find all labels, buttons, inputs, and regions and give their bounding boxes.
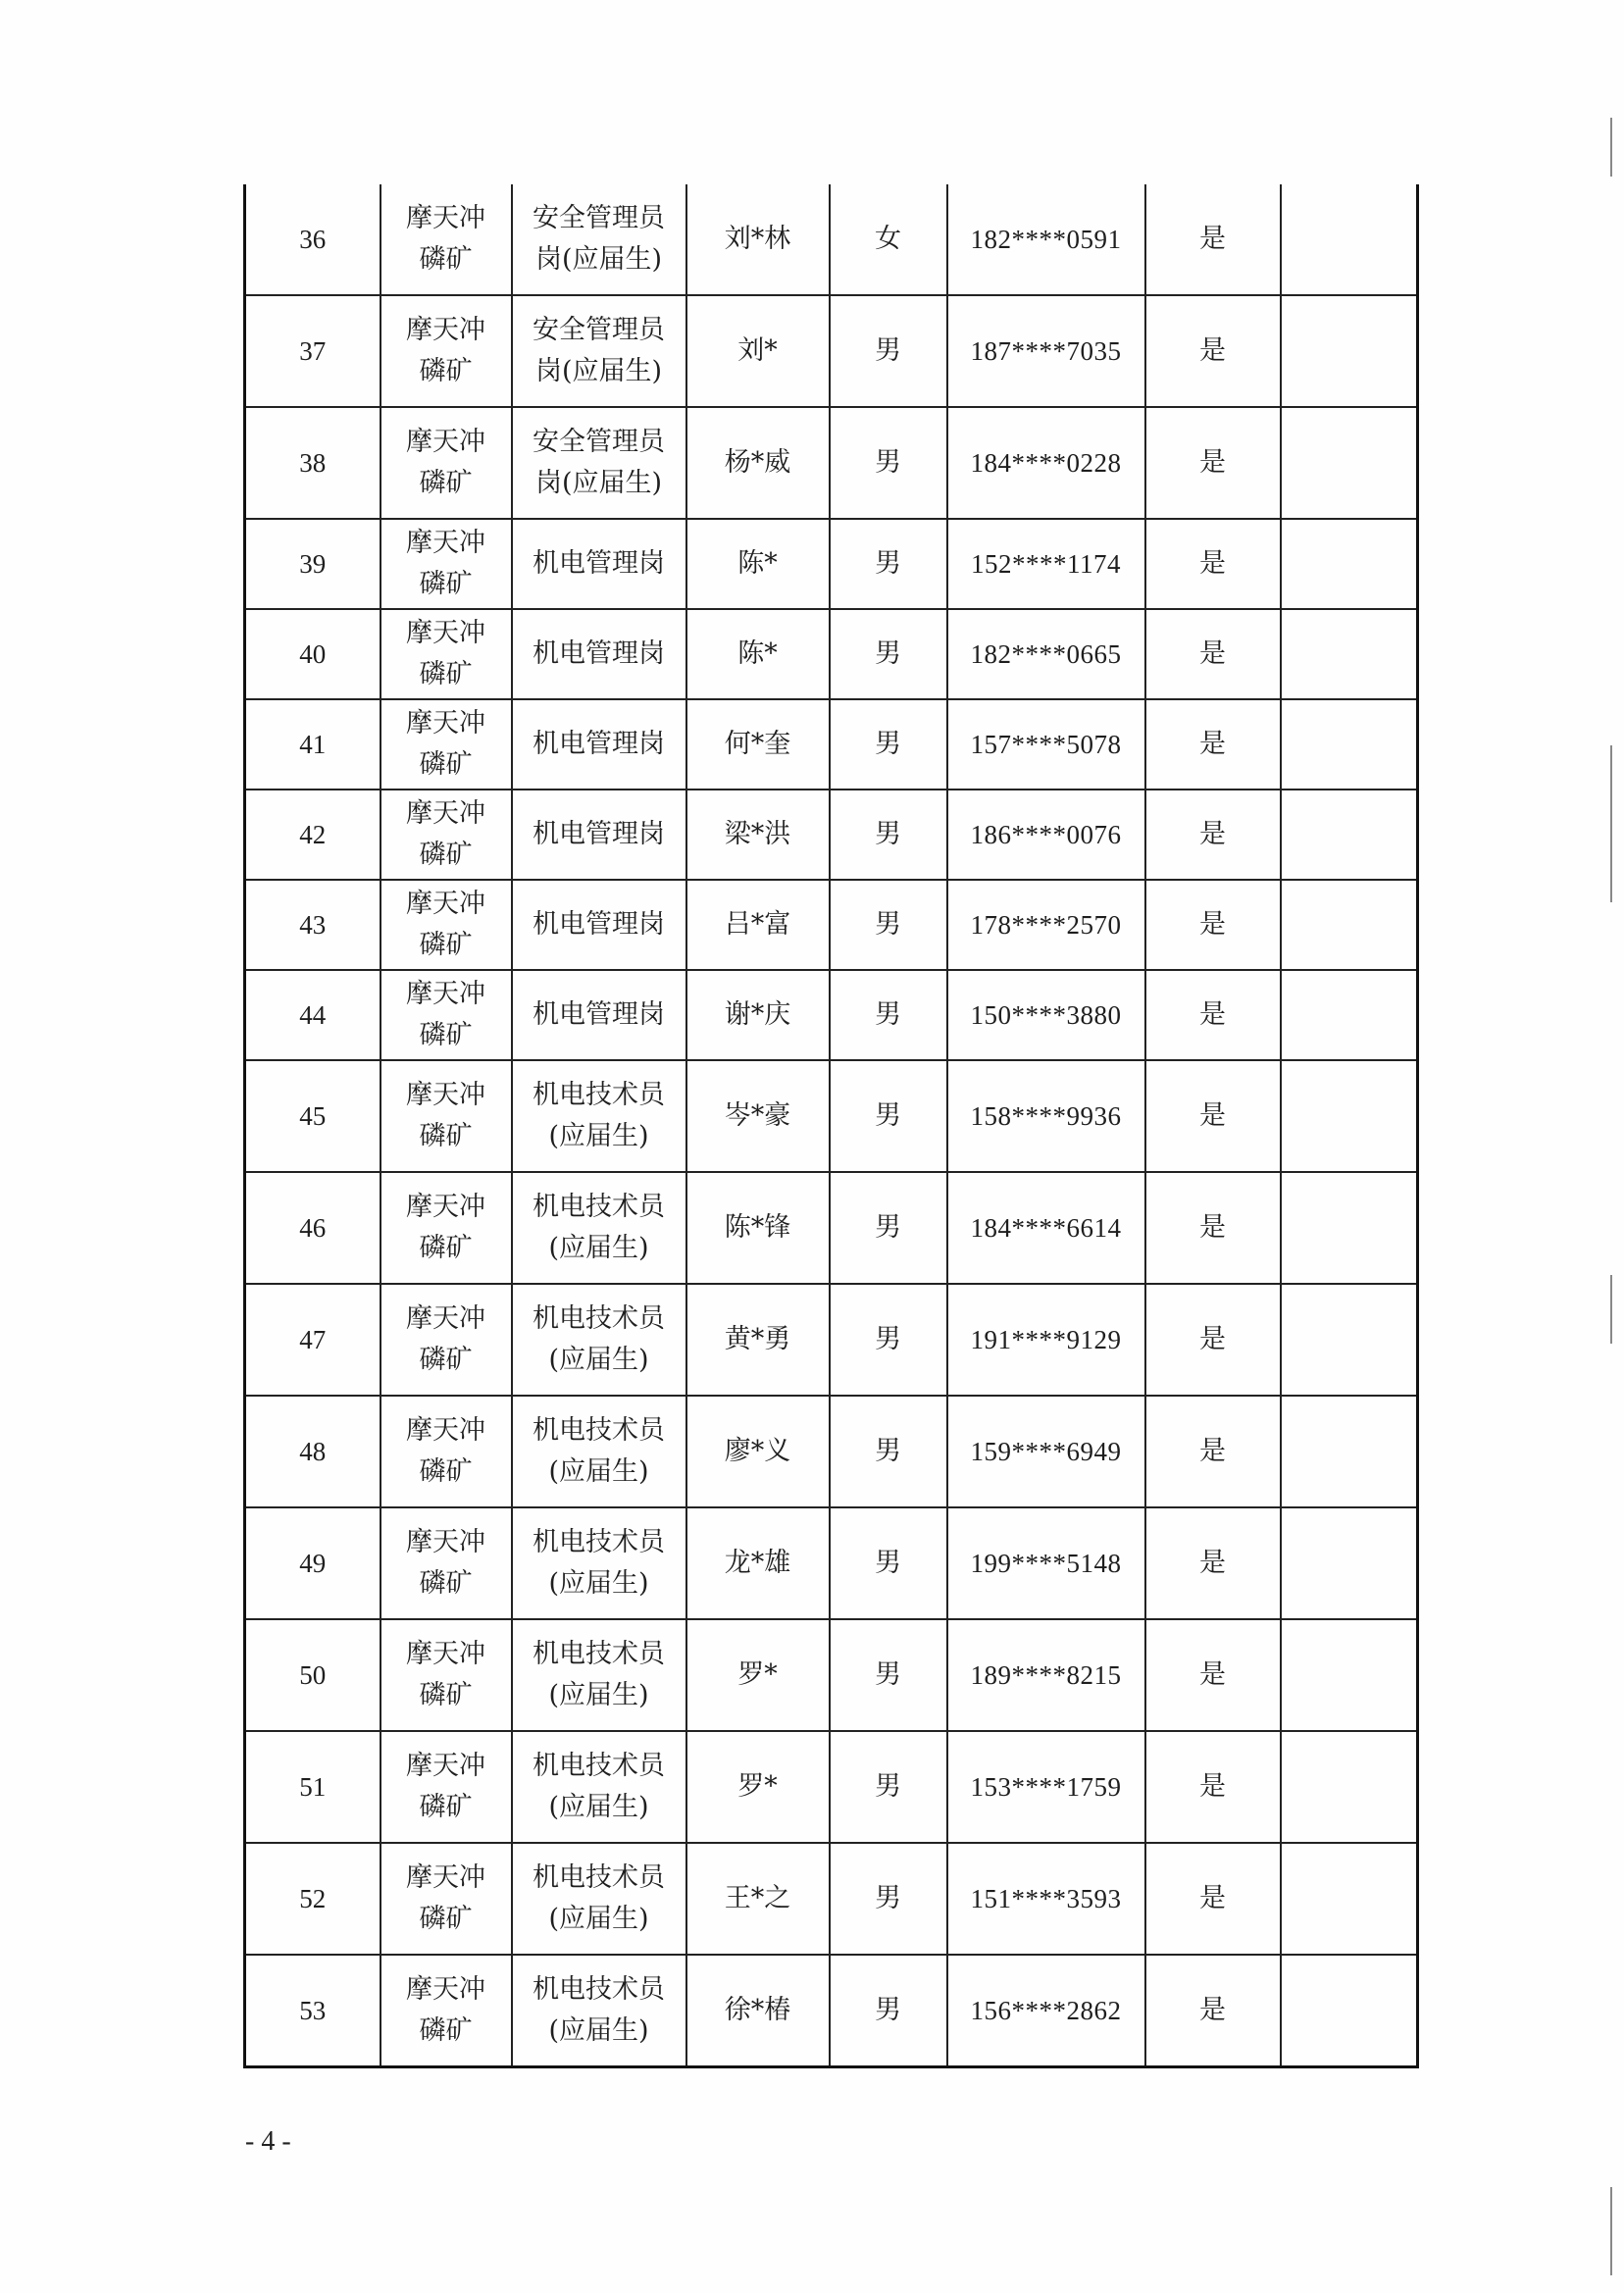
gender-cell: 男 bbox=[830, 699, 947, 790]
row-number-cell: 43 bbox=[245, 880, 381, 970]
table-row bbox=[245, 184, 1418, 295]
row-number-cell: 45 bbox=[245, 1060, 381, 1172]
name-cell: 罗* bbox=[686, 1731, 830, 1843]
remarks-cell bbox=[1281, 609, 1418, 699]
gender-cell: 男 bbox=[830, 609, 947, 699]
table-row bbox=[245, 519, 1418, 609]
status-cell: 是 bbox=[1145, 1843, 1281, 1955]
position-cell bbox=[512, 1396, 686, 1507]
gender-cell: 男 bbox=[830, 1955, 947, 2067]
position-line: 机电技术员 bbox=[533, 1639, 665, 1669]
scan-edge-mark bbox=[1610, 745, 1612, 902]
table-row bbox=[245, 1955, 1418, 2067]
unit-cell bbox=[381, 184, 512, 295]
position-cell bbox=[512, 1955, 686, 2067]
position-line: 岗(应届生) bbox=[534, 356, 663, 386]
unit-line: 磷矿 bbox=[419, 1792, 473, 1822]
position-line: 机电技术员 bbox=[533, 1974, 665, 2005]
unit-line: 磷矿 bbox=[419, 840, 473, 870]
position-cell bbox=[512, 407, 686, 519]
phone-cell: 159****6949 bbox=[947, 1396, 1145, 1507]
phone-cell: 158****9936 bbox=[947, 1060, 1145, 1172]
unit-cell bbox=[381, 1060, 512, 1172]
status-cell: 是 bbox=[1145, 1396, 1281, 1507]
name-cell: 陈* bbox=[686, 519, 830, 609]
phone-cell: 189****8215 bbox=[947, 1619, 1145, 1731]
position-line: (应届生) bbox=[548, 1680, 649, 1710]
roster-table bbox=[243, 184, 1419, 2068]
position-line: 机电技术员 bbox=[533, 1862, 665, 1893]
position-line: (应届生) bbox=[548, 1233, 649, 1263]
status-cell: 是 bbox=[1145, 609, 1281, 699]
roster-table-body bbox=[245, 184, 1418, 2067]
position-line: (应届生) bbox=[548, 1568, 649, 1599]
unit-line: 摩天冲 bbox=[406, 1192, 485, 1222]
scan-edge-mark bbox=[1610, 2187, 1612, 2275]
remarks-cell bbox=[1281, 699, 1418, 790]
name-cell: 岑*豪 bbox=[686, 1060, 830, 1172]
unit-cell bbox=[381, 970, 512, 1060]
position-cell bbox=[512, 880, 686, 970]
row-number-cell: 38 bbox=[245, 407, 381, 519]
phone-cell: 156****2862 bbox=[947, 1955, 1145, 2067]
gender-cell: 男 bbox=[830, 1843, 947, 1955]
position-cell bbox=[512, 699, 686, 790]
name-cell: 刘*林 bbox=[686, 184, 830, 295]
position-line: 机电管理岗 bbox=[533, 999, 665, 1030]
row-number-cell: 49 bbox=[245, 1507, 381, 1619]
position-cell bbox=[512, 1619, 686, 1731]
name-cell: 龙*雄 bbox=[686, 1507, 830, 1619]
unit-line: 磷矿 bbox=[419, 1345, 473, 1375]
table-row bbox=[245, 790, 1418, 880]
status-cell: 是 bbox=[1145, 295, 1281, 407]
unit-line: 磷矿 bbox=[419, 468, 473, 498]
phone-cell: 187****7035 bbox=[947, 295, 1145, 407]
table-row bbox=[245, 880, 1418, 970]
unit-cell bbox=[381, 609, 512, 699]
phone-cell: 151****3593 bbox=[947, 1843, 1145, 1955]
gender-cell: 男 bbox=[830, 1731, 947, 1843]
name-cell: 徐*椿 bbox=[686, 1955, 830, 2067]
status-cell: 是 bbox=[1145, 699, 1281, 790]
phone-cell: 182****0665 bbox=[947, 609, 1145, 699]
gender-cell: 男 bbox=[830, 407, 947, 519]
unit-line: 磷矿 bbox=[419, 749, 473, 780]
unit-line: 磷矿 bbox=[419, 356, 473, 386]
name-cell: 何*奎 bbox=[686, 699, 830, 790]
unit-line: 磷矿 bbox=[419, 1680, 473, 1710]
status-cell: 是 bbox=[1145, 1955, 1281, 2067]
table-row bbox=[245, 609, 1418, 699]
position-cell bbox=[512, 790, 686, 880]
unit-cell bbox=[381, 519, 512, 609]
position-line: 机电管理岗 bbox=[533, 909, 665, 940]
name-cell: 梁*洪 bbox=[686, 790, 830, 880]
name-cell: 王*之 bbox=[686, 1843, 830, 1955]
position-line: 安全管理员 bbox=[533, 203, 665, 233]
table-row bbox=[245, 1731, 1418, 1843]
unit-cell bbox=[381, 790, 512, 880]
unit-cell bbox=[381, 1507, 512, 1619]
unit-cell bbox=[381, 1619, 512, 1731]
table-row bbox=[245, 295, 1418, 407]
scan-edge-mark bbox=[1610, 118, 1612, 177]
unit-line: 磷矿 bbox=[419, 930, 473, 960]
row-number-cell: 52 bbox=[245, 1843, 381, 1955]
position-line: 机电管理岗 bbox=[533, 638, 665, 669]
row-number-cell: 37 bbox=[245, 295, 381, 407]
gender-cell: 男 bbox=[830, 519, 947, 609]
position-cell bbox=[512, 184, 686, 295]
gender-cell: 男 bbox=[830, 295, 947, 407]
phone-cell: 184****6614 bbox=[947, 1172, 1145, 1284]
unit-line: 摩天冲 bbox=[406, 1751, 485, 1781]
table-row bbox=[245, 1284, 1418, 1396]
gender-cell: 男 bbox=[830, 970, 947, 1060]
unit-cell bbox=[381, 1284, 512, 1396]
unit-line: 摩天冲 bbox=[406, 203, 485, 233]
position-line: (应届生) bbox=[548, 1456, 649, 1487]
position-cell bbox=[512, 609, 686, 699]
status-cell: 是 bbox=[1145, 184, 1281, 295]
phone-cell: 184****0228 bbox=[947, 407, 1145, 519]
unit-line: 磷矿 bbox=[419, 1456, 473, 1487]
phone-cell: 157****5078 bbox=[947, 699, 1145, 790]
position-cell bbox=[512, 1843, 686, 1955]
row-number-cell: 42 bbox=[245, 790, 381, 880]
status-cell: 是 bbox=[1145, 1731, 1281, 1843]
unit-line: 摩天冲 bbox=[406, 1974, 485, 2005]
position-line: 机电技术员 bbox=[533, 1192, 665, 1222]
remarks-cell bbox=[1281, 1284, 1418, 1396]
unit-cell bbox=[381, 407, 512, 519]
remarks-cell bbox=[1281, 1060, 1418, 1172]
remarks-cell bbox=[1281, 880, 1418, 970]
gender-cell: 女 bbox=[830, 184, 947, 295]
unit-line: 磷矿 bbox=[419, 1020, 473, 1050]
phone-cell: 178****2570 bbox=[947, 880, 1145, 970]
unit-line: 摩天冲 bbox=[406, 979, 485, 1009]
phone-cell: 186****0076 bbox=[947, 790, 1145, 880]
position-line: (应届生) bbox=[548, 1904, 649, 1934]
row-number-cell: 53 bbox=[245, 1955, 381, 2067]
position-line: (应届生) bbox=[548, 1792, 649, 1822]
remarks-cell bbox=[1281, 1731, 1418, 1843]
name-cell: 陈*锋 bbox=[686, 1172, 830, 1284]
name-cell: 陈* bbox=[686, 609, 830, 699]
phone-cell: 150****3880 bbox=[947, 970, 1145, 1060]
row-number-cell: 41 bbox=[245, 699, 381, 790]
remarks-cell bbox=[1281, 519, 1418, 609]
remarks-cell bbox=[1281, 295, 1418, 407]
row-number-cell: 40 bbox=[245, 609, 381, 699]
unit-cell bbox=[381, 1731, 512, 1843]
position-line: 安全管理员 bbox=[533, 315, 665, 345]
page-number: - 4 - bbox=[245, 2126, 291, 2157]
status-cell: 是 bbox=[1145, 880, 1281, 970]
position-cell bbox=[512, 1172, 686, 1284]
row-number-cell: 44 bbox=[245, 970, 381, 1060]
remarks-cell bbox=[1281, 1507, 1418, 1619]
phone-cell: 182****0591 bbox=[947, 184, 1145, 295]
unit-line: 磷矿 bbox=[419, 1904, 473, 1934]
table-row bbox=[245, 699, 1418, 790]
row-number-cell: 47 bbox=[245, 1284, 381, 1396]
remarks-cell bbox=[1281, 1396, 1418, 1507]
unit-line: 摩天冲 bbox=[406, 1862, 485, 1893]
row-number-cell: 51 bbox=[245, 1731, 381, 1843]
table-row bbox=[245, 1172, 1418, 1284]
table-row bbox=[245, 1060, 1418, 1172]
unit-line: 磷矿 bbox=[419, 1568, 473, 1599]
gender-cell: 男 bbox=[830, 880, 947, 970]
phone-cell: 152****1174 bbox=[947, 519, 1145, 609]
row-number-cell: 50 bbox=[245, 1619, 381, 1731]
unit-cell bbox=[381, 1396, 512, 1507]
row-number-cell: 46 bbox=[245, 1172, 381, 1284]
position-line: 机电技术员 bbox=[533, 1415, 665, 1446]
status-cell: 是 bbox=[1145, 1619, 1281, 1731]
name-cell: 吕*富 bbox=[686, 880, 830, 970]
unit-line: 摩天冲 bbox=[406, 889, 485, 919]
position-line: 机电管理岗 bbox=[533, 548, 665, 579]
position-cell bbox=[512, 295, 686, 407]
unit-cell bbox=[381, 1955, 512, 2067]
status-cell: 是 bbox=[1145, 1060, 1281, 1172]
name-cell: 杨*威 bbox=[686, 407, 830, 519]
gender-cell: 男 bbox=[830, 790, 947, 880]
remarks-cell bbox=[1281, 184, 1418, 295]
phone-cell: 191****9129 bbox=[947, 1284, 1145, 1396]
unit-line: 磷矿 bbox=[419, 244, 473, 275]
table-row bbox=[245, 1507, 1418, 1619]
table-row bbox=[245, 407, 1418, 519]
unit-line: 磷矿 bbox=[419, 659, 473, 689]
remarks-cell bbox=[1281, 790, 1418, 880]
position-line: 机电技术员 bbox=[533, 1751, 665, 1781]
name-cell: 黄*勇 bbox=[686, 1284, 830, 1396]
table-row bbox=[245, 970, 1418, 1060]
unit-line: 摩天冲 bbox=[406, 1415, 485, 1446]
name-cell: 谢*庆 bbox=[686, 970, 830, 1060]
unit-line: 摩天冲 bbox=[406, 427, 485, 457]
position-line: (应届生) bbox=[548, 2015, 649, 2046]
row-number-cell: 36 bbox=[245, 184, 381, 295]
remarks-cell bbox=[1281, 1619, 1418, 1731]
remarks-cell bbox=[1281, 1955, 1418, 2067]
row-number-cell: 39 bbox=[245, 519, 381, 609]
position-line: 机电技术员 bbox=[533, 1080, 665, 1110]
position-cell bbox=[512, 970, 686, 1060]
position-cell bbox=[512, 1507, 686, 1619]
table-row bbox=[245, 1619, 1418, 1731]
status-cell: 是 bbox=[1145, 790, 1281, 880]
unit-cell bbox=[381, 880, 512, 970]
table-row bbox=[245, 1396, 1418, 1507]
position-line: 机电技术员 bbox=[533, 1527, 665, 1557]
status-cell: 是 bbox=[1145, 519, 1281, 609]
position-cell bbox=[512, 1284, 686, 1396]
gender-cell: 男 bbox=[830, 1619, 947, 1731]
unit-line: 磷矿 bbox=[419, 1121, 473, 1151]
unit-line: 摩天冲 bbox=[406, 708, 485, 739]
unit-line: 摩天冲 bbox=[406, 1303, 485, 1334]
position-cell bbox=[512, 519, 686, 609]
position-line: 机电技术员 bbox=[533, 1303, 665, 1334]
phone-cell: 153****1759 bbox=[947, 1731, 1145, 1843]
unit-line: 摩天冲 bbox=[406, 528, 485, 558]
status-cell: 是 bbox=[1145, 1507, 1281, 1619]
status-cell: 是 bbox=[1145, 407, 1281, 519]
unit-line: 摩天冲 bbox=[406, 1639, 485, 1669]
unit-line: 摩天冲 bbox=[406, 1080, 485, 1110]
table-row bbox=[245, 1843, 1418, 1955]
remarks-cell bbox=[1281, 407, 1418, 519]
gender-cell: 男 bbox=[830, 1284, 947, 1396]
unit-line: 磷矿 bbox=[419, 1233, 473, 1263]
name-cell: 罗* bbox=[686, 1619, 830, 1731]
unit-line: 磷矿 bbox=[419, 569, 473, 599]
position-line: 安全管理员 bbox=[533, 427, 665, 457]
phone-cell: 199****5148 bbox=[947, 1507, 1145, 1619]
position-line: 机电管理岗 bbox=[533, 819, 665, 849]
remarks-cell bbox=[1281, 970, 1418, 1060]
position-line: (应届生) bbox=[548, 1345, 649, 1375]
unit-line: 摩天冲 bbox=[406, 315, 485, 345]
position-line: 机电管理岗 bbox=[533, 729, 665, 759]
gender-cell: 男 bbox=[830, 1172, 947, 1284]
status-cell: 是 bbox=[1145, 1284, 1281, 1396]
unit-line: 摩天冲 bbox=[406, 1527, 485, 1557]
gender-cell: 男 bbox=[830, 1396, 947, 1507]
position-cell bbox=[512, 1060, 686, 1172]
gender-cell: 男 bbox=[830, 1507, 947, 1619]
unit-line: 摩天冲 bbox=[406, 798, 485, 829]
position-cell bbox=[512, 1731, 686, 1843]
row-number-cell: 48 bbox=[245, 1396, 381, 1507]
status-cell: 是 bbox=[1145, 970, 1281, 1060]
scan-edge-mark bbox=[1610, 1275, 1612, 1344]
unit-cell bbox=[381, 1843, 512, 1955]
remarks-cell bbox=[1281, 1843, 1418, 1955]
unit-cell bbox=[381, 295, 512, 407]
unit-line: 摩天冲 bbox=[406, 618, 485, 648]
status-cell: 是 bbox=[1145, 1172, 1281, 1284]
gender-cell: 男 bbox=[830, 1060, 947, 1172]
unit-cell bbox=[381, 1172, 512, 1284]
name-cell: 廖*义 bbox=[686, 1396, 830, 1507]
position-line: (应届生) bbox=[548, 1121, 649, 1151]
remarks-cell bbox=[1281, 1172, 1418, 1284]
roster-table-wrapper bbox=[243, 184, 1416, 2068]
name-cell: 刘* bbox=[686, 295, 830, 407]
position-line: 岗(应届生) bbox=[534, 244, 663, 275]
position-line: 岗(应届生) bbox=[534, 468, 663, 498]
unit-line: 磷矿 bbox=[419, 2015, 473, 2046]
unit-cell bbox=[381, 699, 512, 790]
